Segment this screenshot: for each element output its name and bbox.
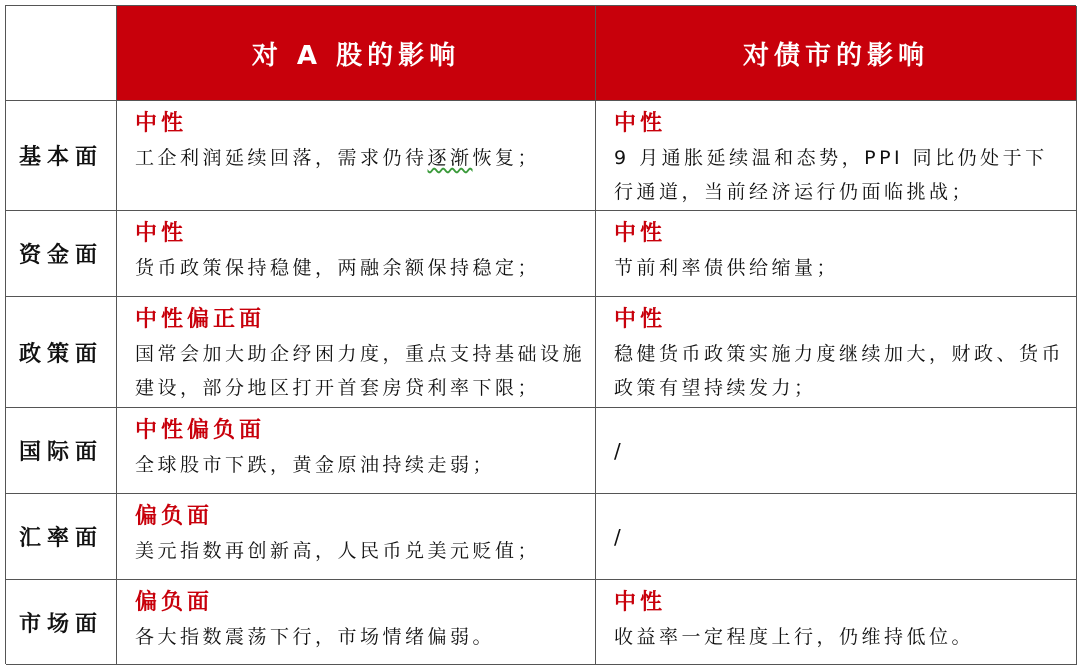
- verdict: 中性: [614, 590, 667, 615]
- description: [135, 141, 585, 175]
- cell-fundamentals-bond: [596, 101, 1077, 211]
- description: 收益率一定程度上行，仍维持低位。: [614, 626, 975, 648]
- cell-exchange-rate-a-share: [117, 494, 596, 580]
- cell-exchange-rate-bond: [596, 494, 1077, 580]
- description: 各大指数震荡下行，市场情绪偏弱。: [135, 626, 496, 648]
- cell-policy-bond: [596, 297, 1077, 408]
- spellcheck-underlined-word: 逐渐: [427, 147, 473, 169]
- description: 9 月通胀延续温和态势，PPI 同比仍处于下行通道，当前经济运行仍面临挑战；: [614, 147, 1048, 203]
- verdict: 中性偏负面: [135, 418, 266, 443]
- cell-international-bond: [596, 408, 1077, 494]
- desc-part: 恢复；: [472, 147, 541, 169]
- description: 美元指数再创新高，人民币兑美元贬值；: [135, 540, 541, 562]
- verdict: 中性: [614, 111, 667, 136]
- not-applicable-mark: /: [614, 525, 621, 549]
- verdict: 中性偏正面: [135, 307, 266, 332]
- table-corner: [6, 6, 117, 101]
- header-bond: 对债市的影响: [596, 6, 1077, 101]
- not-applicable-mark: /: [614, 439, 621, 463]
- description: 货币政策保持稳健，两融余额保持稳定；: [135, 257, 541, 279]
- desc-part: 工企利润延续回落，需求仍待: [135, 147, 428, 169]
- row-label-fundamentals: 基本面: [6, 101, 117, 211]
- impact-table: [5, 5, 1076, 664]
- description: 节前利率债供给缩量；: [614, 257, 840, 279]
- row-label-policy: 政策面: [6, 297, 117, 408]
- cell-international-a-share: [117, 408, 596, 494]
- cell-market-bond: [596, 580, 1077, 665]
- row-label-exchange-rate: 汇率面: [6, 494, 117, 580]
- description: 全球股市下跌，黄金原油持续走弱；: [135, 454, 496, 476]
- cell-policy-a-share: [117, 297, 596, 408]
- cell-liquidity-bond: [596, 211, 1077, 297]
- description: 国常会加大助企纾困力度，重点支持基础设施建设，部分地区打开首套房贷利率下限；: [135, 343, 586, 399]
- verdict: 偏负面: [135, 504, 214, 529]
- row-label-liquidity: 资金面: [6, 211, 117, 297]
- cell-market-a-share: [117, 580, 596, 665]
- verdict: 中性: [614, 221, 667, 246]
- cell-liquidity-a-share: [117, 211, 596, 297]
- description: 稳健货币政策实施力度继续加大，财政、货币政策有望持续发力；: [614, 343, 1065, 399]
- verdict: 中性: [135, 111, 188, 136]
- verdict: 中性: [135, 221, 188, 246]
- header-a-share: 对 A 股的影响: [117, 6, 596, 101]
- verdict: 中性: [614, 307, 667, 332]
- row-label-international: 国际面: [6, 408, 117, 494]
- cell-fundamentals-a-share: [117, 101, 596, 211]
- row-label-market: 市场面: [6, 580, 117, 665]
- verdict: 偏负面: [135, 590, 214, 615]
